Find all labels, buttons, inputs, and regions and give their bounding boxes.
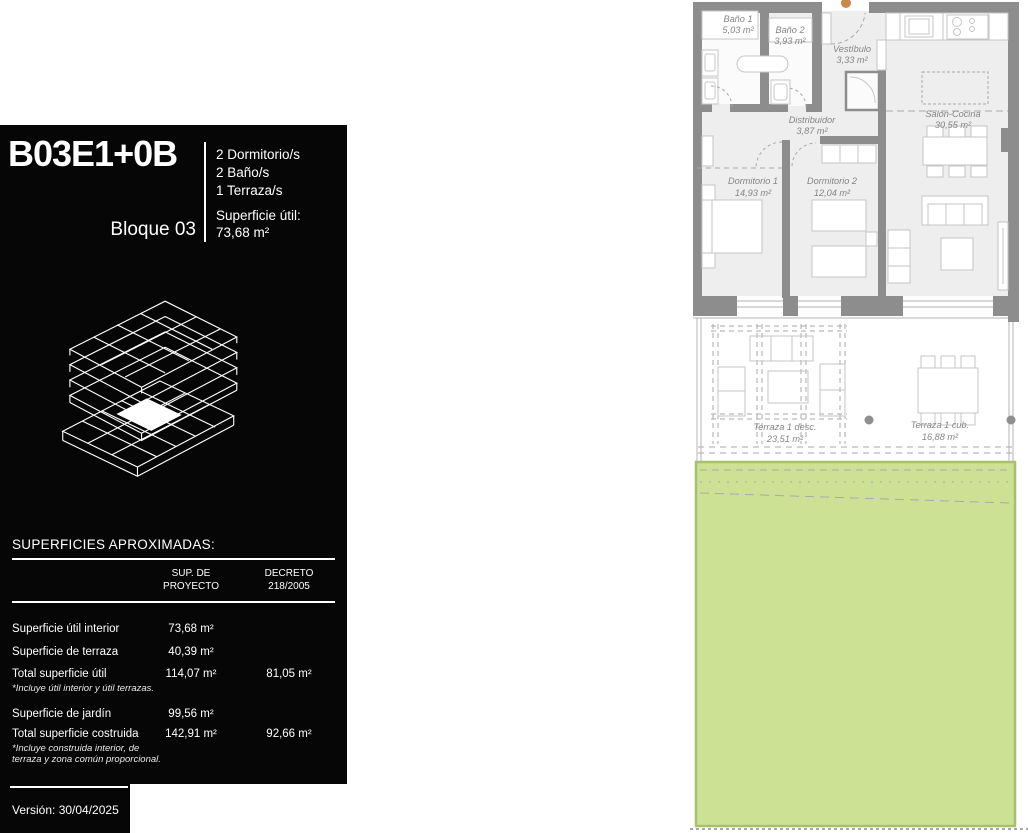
terrace-lounge-set <box>718 336 845 416</box>
sideboard <box>888 230 910 283</box>
coffee-table <box>941 238 973 270</box>
useful-area-value: 73,68 m² <box>216 225 270 240</box>
col-decreto: DECRETO 218/2005 <box>264 568 314 592</box>
table-note: *Incluye construida interior, de terraza y zona común proporcional. <box>12 743 161 765</box>
outdoor-table <box>768 371 808 403</box>
surfaces-table <box>12 537 335 765</box>
info-panel <box>0 125 347 784</box>
bed-single <box>812 200 866 231</box>
room-label-terraza-desc: Terraza 1 desc. <box>753 422 817 432</box>
column-dot <box>865 416 874 425</box>
unit-specs <box>216 146 300 200</box>
spec-terrazas: 1 Terraza/s <box>216 183 283 198</box>
room-area-terraza-cub: 16,88 m² <box>921 432 959 442</box>
garden-area <box>696 462 1015 826</box>
floor-plan <box>690 0 1028 833</box>
room-area-terraza-desc: 23,51 m² <box>766 434 804 444</box>
table-row: Superficie útil interior 73,68 m² <box>12 623 214 635</box>
isometric-building-diagram <box>45 293 275 508</box>
room-label-bano2: Baño 2 <box>775 25 805 35</box>
bed-single <box>812 246 866 277</box>
useful-area <box>216 207 301 241</box>
room-area-dormitorio2: 12,04 m² <box>813 188 851 198</box>
dining-table <box>923 137 987 165</box>
block-label: Bloque 03 <box>110 219 196 240</box>
spec-banos: 2 Baño/s <box>216 165 270 180</box>
surfaces-title: SUPERFICIES APROXIMADAS: <box>12 537 215 552</box>
table-row: Superficie de terraza 40,39 m² <box>12 646 214 658</box>
table-header-row <box>12 568 335 593</box>
spec-dormitorios: 2 Dormitorio/s <box>216 147 301 162</box>
room-area-vestibulo: 3,33 m² <box>836 55 868 65</box>
building-stack <box>63 301 237 476</box>
table-row: Total superficie útil 114,07 m² 81,05 m² <box>12 668 312 680</box>
room-label-dormitorio1: Dormitorio 1 <box>727 176 779 186</box>
room-label-dormitorio2: Dormitorio 2 <box>806 176 858 186</box>
useful-area-label: Superficie útil: <box>216 208 301 223</box>
room-label-terraza-cub: Terraza 1 cub. <box>910 420 970 430</box>
table-note: *Incluye útil interior y útil terrazas. <box>12 683 155 694</box>
room-label-distribuidor: Distribuidor <box>788 115 836 125</box>
table-row: Total superficie costruida 142,91 m² 92,66 m² <box>12 728 312 740</box>
room-label-vestibulo: Vestíbulo <box>833 44 871 54</box>
nightstand <box>702 185 715 200</box>
terrace-dining-set <box>918 356 978 425</box>
room-area-dormitorio1: 14,93 m² <box>734 188 772 198</box>
col-proyecto: SUP. DE PROYECTO <box>163 568 219 592</box>
header-divider <box>204 142 206 242</box>
room-label-bano1: Baño 1 <box>723 14 753 24</box>
version-label: Versión: 30/04/2025 <box>12 803 119 817</box>
vestibule-closet <box>846 72 879 110</box>
wardrobe <box>702 136 713 166</box>
version-box <box>0 784 130 833</box>
room-area-salon-cocina: 30,55 m² <box>934 120 972 130</box>
dorm2-closet <box>822 145 876 163</box>
room-area-bano2: 3,93 m² <box>774 36 806 46</box>
sofa <box>922 196 988 225</box>
entrance-door-leaf <box>822 13 831 44</box>
room-area-distribuidor: 3,87 m² <box>796 126 828 136</box>
version-rule <box>10 786 128 788</box>
room-area-bano1: 5,03 m² <box>722 25 754 35</box>
table-rule-mid <box>12 601 335 603</box>
bathtub <box>737 56 788 72</box>
table-row: Superficie de jardín 99,56 m² <box>12 708 214 720</box>
room-label-salon-cocina: Salón-Cocina <box>925 109 981 119</box>
nightstand <box>702 253 715 268</box>
nightstand <box>866 232 877 246</box>
entrance-dot <box>841 0 851 8</box>
table-rule-top <box>12 558 335 560</box>
bed-double <box>702 200 762 253</box>
column-dot <box>1007 416 1016 425</box>
unit-code: B03E1+0B <box>8 133 178 174</box>
salon-door-leaf <box>877 40 886 70</box>
